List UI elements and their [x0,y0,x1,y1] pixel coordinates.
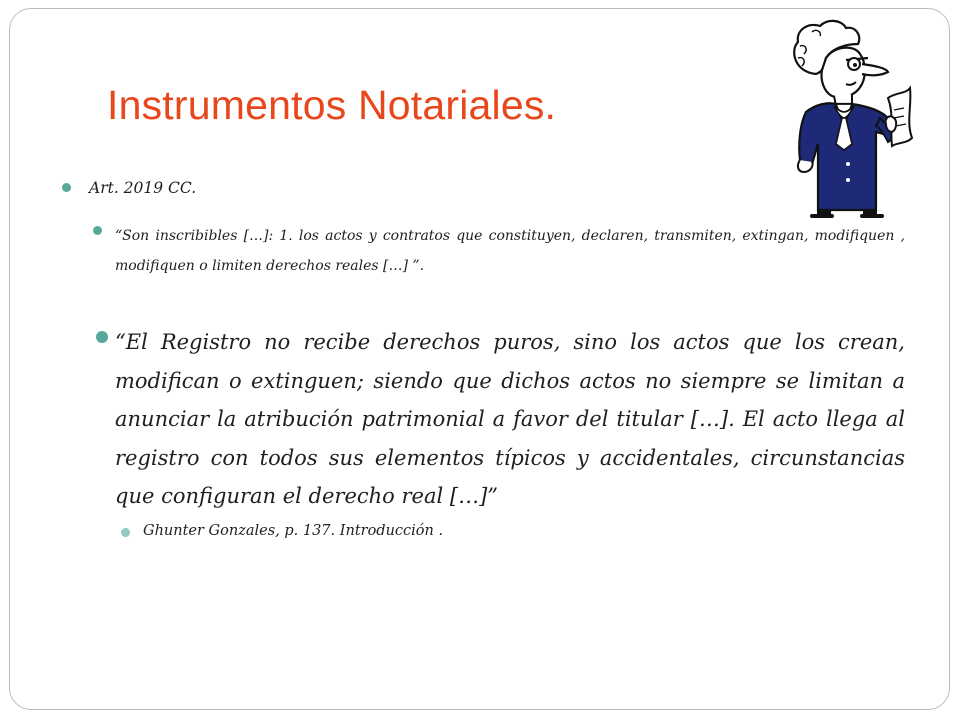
slide-title: Instrumentos Notariales. [107,82,557,128]
bullet-marker [62,183,71,192]
bullet-marker [93,226,102,235]
notary-clipart-icon [776,14,920,220]
bullet-text: “Son inscribibles […]: 1. los actos y contratos que constituyen, declaren, transmiten, extingan, modifiquen , modifiquen o limiten derechos reales […] ”. [115,228,905,274]
bullet-marker [121,528,130,537]
quote-text: “El Registro no recibe derechos puros, sino los actos que los crean, modifican o extinguen; siendo que dichos actos no siempre se limitan a anunciar la atribución patrimonial a favor del titular […]. El acto llega al registro con todos sus elementos típicos y accidentales, circunstancias que configuran el derecho real […]” [115,330,905,508]
bullet-marker [96,331,108,343]
citation-text: Ghunter Gonzales, p. 137. Introducción . [143,523,444,539]
bullet-text: Art. 2019 CC. [89,179,197,197]
